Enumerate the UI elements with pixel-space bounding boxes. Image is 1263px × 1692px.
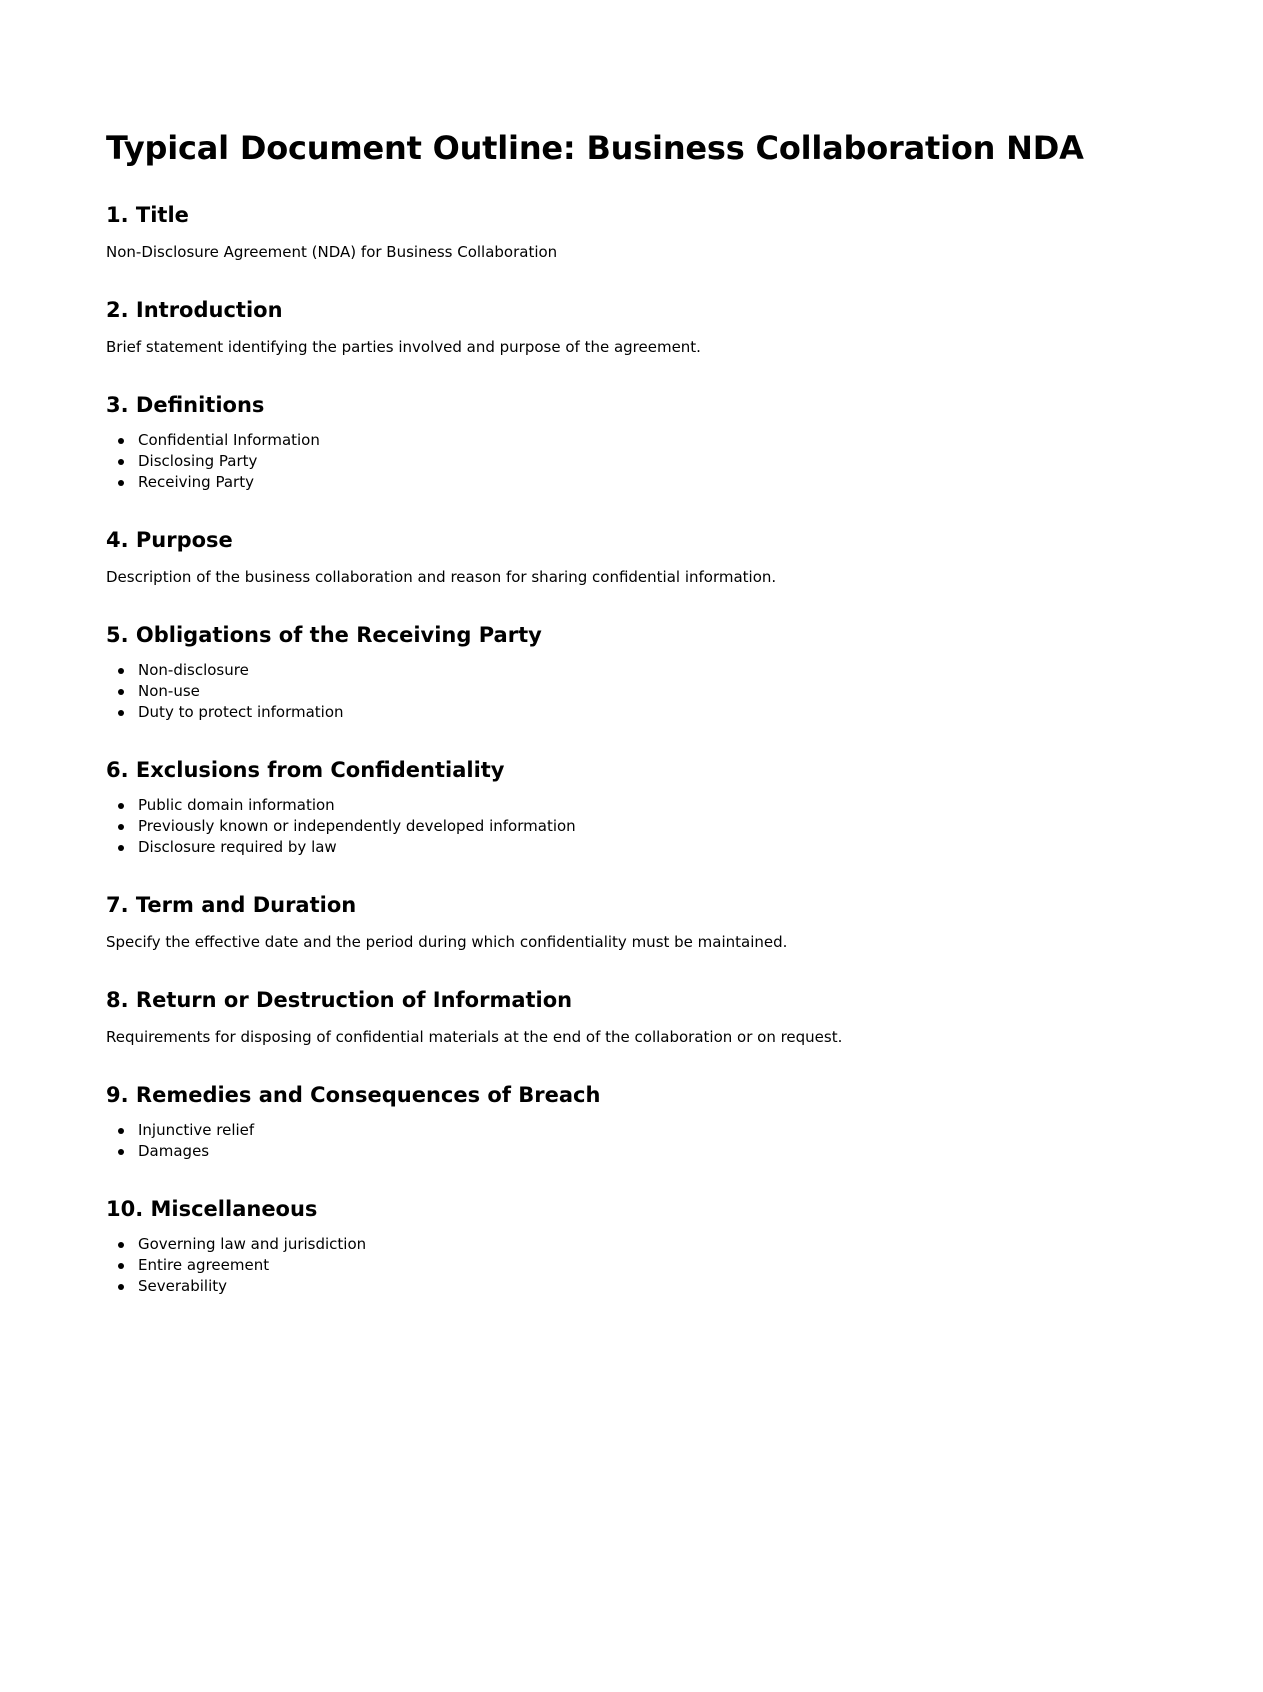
section-heading: 8. Return or Destruction of Information [106,988,573,1012]
section-obligations [106,621,1263,723]
list-item: Severability [138,1276,1263,1297]
section-miscellaneous [106,1195,1263,1297]
document-title: Typical Document Outline: Business Collaboration NDA [106,129,1084,167]
list-item: Governing law and jurisdiction [138,1234,1263,1255]
list-item: Receiving Party [138,472,1263,493]
list-item: Disclosure required by law [138,837,1263,858]
list-item: Public domain information [138,795,1263,816]
bullet-list [106,430,1263,493]
list-item: Entire agreement [138,1255,1263,1276]
list-item: Non-use [138,681,1263,702]
section-text: Specify the effective date and the period during which confidentiality must be maintained. [106,933,788,951]
section-heading: 9. Remedies and Consequences of Breach [106,1083,601,1107]
list-item: Duty to protect information [138,702,1263,723]
section-exclusions [106,756,1263,858]
section-purpose [106,526,1263,589]
bullet-list [106,1120,1263,1162]
section-introduction [106,296,1263,359]
section-heading: 4. Purpose [106,528,233,552]
list-item: Damages [138,1141,1263,1162]
section-heading: 1. Title [106,203,189,227]
section-heading: 2. Introduction [106,298,283,322]
section-text: Requirements for disposing of confidential materials at the end of the collaboration or on request. [106,1028,843,1046]
list-item: Disclosing Party [138,451,1263,472]
bullet-list [106,660,1263,723]
section-heading: 7. Term and Duration [106,893,357,917]
section-heading: 3. Definitions [106,393,265,417]
section-definitions [106,391,1263,493]
section-heading: 6. Exclusions from Confidentiality [106,758,505,782]
section-title [106,201,1263,264]
section-heading: 10. Miscellaneous [106,1197,318,1221]
section-text: Brief statement identifying the parties involved and purpose of the agreement. [106,338,701,356]
list-item: Non-disclosure [138,660,1263,681]
list-item: Injunctive relief [138,1120,1263,1141]
bullet-list [106,1234,1263,1297]
section-text: Non-Disclosure Agreement (NDA) for Business Collaboration [106,243,558,261]
section-remedies [106,1081,1263,1162]
section-heading: 5. Obligations of the Receiving Party [106,623,542,647]
list-item: Previously known or independently developed information [138,816,1263,837]
list-item: Confidential Information [138,430,1263,451]
section-text: Description of the business collaboration and reason for sharing confidential information. [106,568,777,586]
bullet-list [106,795,1263,858]
section-return [106,986,1263,1049]
section-term [106,891,1263,954]
